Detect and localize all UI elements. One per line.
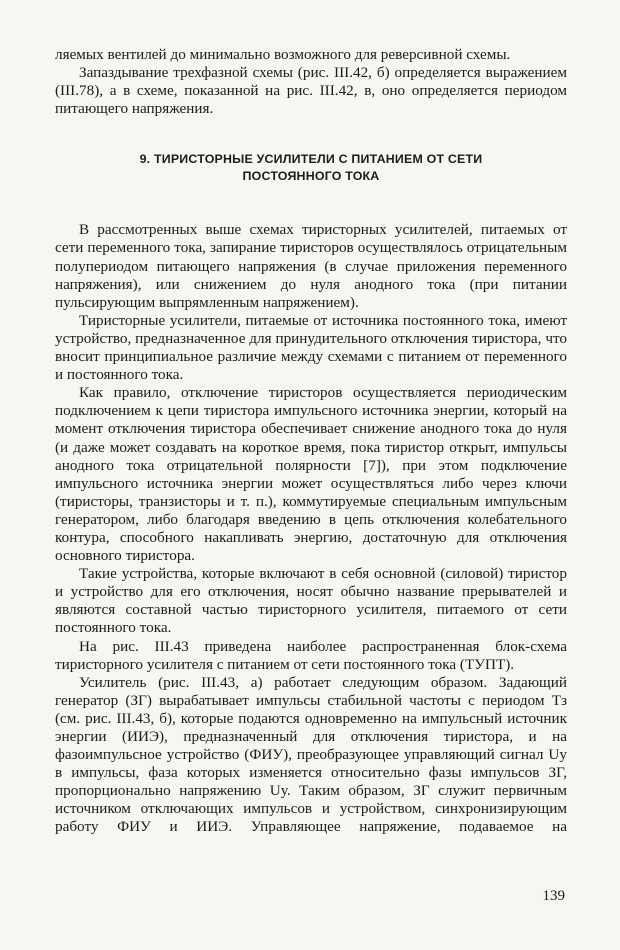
page-number: 139 [542, 888, 565, 904]
paragraph-4: Такие устройства, которые включают в себя основной (силовой) тиристор и устройство для его отключения, носят обычно название прерывателей и являются составной частью тиристорного усилителя, питаемого от сети постоянного тока. [55, 565, 567, 637]
paragraph-3: Как правило, отключение тиристоров осуществляется периодическим подключением к цепи тиристора импульсного источника энергии, который на момент отключения тиристора обеспечивает снижение анодного тока до нуля (и даже может создавать на короткое время, пока тиристор открыт, импульсы анодного тока отрицательной полярности [7]), при этом подключение импульсного источника энергии может осуществляться либо через ключи (тиристоры, транзисторы и т. п.), коммутируемые специальным импульсным генератором, либо благодаря введению в цепь отключения колебательного контура, способного накапливать энергию, достаточную для отключения основного тиристора. [55, 384, 567, 565]
paragraph-continued: ляемых вентилей до минимально возможного для реверсивной схемы. [55, 46, 511, 63]
paragraph-delay: Запаздывание трехфазной схемы (рис. III.42, б) определяется выражением (III.78), а в схеме, показанной на рис. III.42, в, оно определяется периодом питающего напряжения. [55, 64, 567, 118]
page-body [55, 46, 567, 837]
paragraph-2: Тиристорные усилители, питаемые от источника постоянного тока, имеют устройство, предназначенное для принудительного отключения тиристора, что вносит принципиальное различие между схемами с питанием от переменного и постоянного тока. [55, 311, 567, 384]
section-title-line-1: 9. ТИРИСТОРНЫЕ УСИЛИТЕЛИ С ПИТАНИЕМ ОТ СЕТИ [139, 152, 483, 167]
paragraph-6: Усилитель (рис. III.43, а) работает следующим образом. Задающий генератор (ЗГ) вырабатывает импульсы стабильной частоты с периодом Tз (см. рис. III.43, б), которые подаются одновременно на импульсный источник энергии (ИИЭ), предназначенный для отключения тиристора, и на фазоимпульсное устройство (ФИУ), преобразующее управляющий сигнал Uу в импульсы, фаза которых изменяется относительно фазы импульсов ЗГ, пропорционально напряжению Uу. Таким образом, ЗГ служит первичным источником отключающих импульсов и устройством, синхронизирующим работу ФИУ и ИИЭ. Управляющее напряжение, подаваемое на [55, 673, 567, 836]
section-heading [55, 151, 567, 185]
paragraph-1: В рассмотренных выше схемах тиристорных усилителей, питаемых от сети переменного тока, запирание тиристоров осуществлялось отрицательным полупериодом питающего напряжения (в случае приложения переменного напряжения), или снижением до нуля анодного тока (при питании пульсирующим выпрямленным напряжением). [55, 221, 567, 311]
section-title-line-2: ПОСТОЯННОГО ТОКА [242, 169, 380, 184]
paragraph-5: На рис. III.43 приведена наиболее распространенная блок-схема тиристорного усилителя с питанием от сети постоянного тока (ТУПТ). [55, 637, 567, 673]
